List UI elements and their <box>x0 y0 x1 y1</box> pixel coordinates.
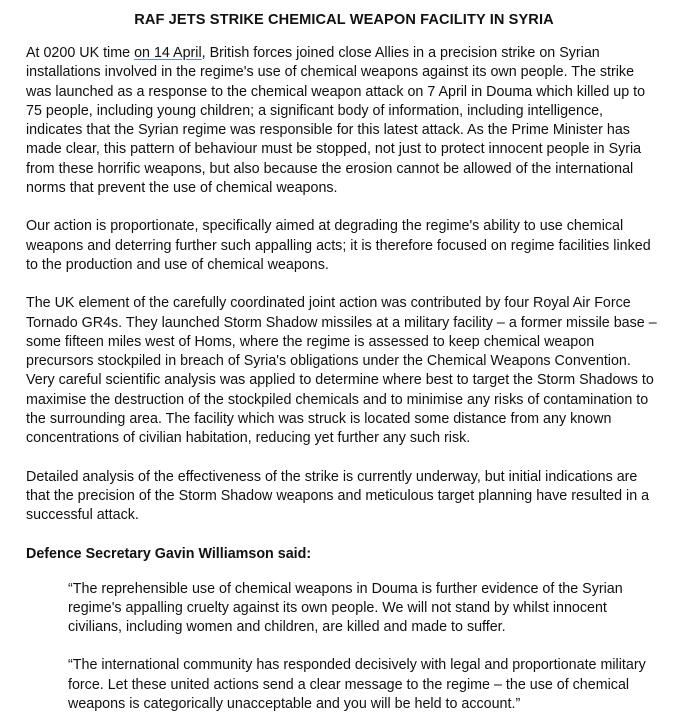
quote-international-community: “The international community has responded decisively with legal and proportionate military force. Let these united actions send a clear message to the regime – the use of chemical weapons is categorically unacceptable and you will be held to account.” <box>68 657 646 713</box>
paragraph-text: , British forces joined close Allies in a precision strike on Syrian installations involved in the regime's use of chemical weapons against its own people. The strike was launched as a response to the chemical weapon attack on 7 April in Douma which killed up to 75 people, including young children; a significant body of information, including intelligence, indicates that the Syrian regime was responsible for this latest attack. As the Prime Minister has made clear, this pattern of behaviour must be stopped, not just to protect innocent people in Syria from these horrific weapons, but also because the erosion cannot be allowed of the international norms that prevent the use of chemical weapons. <box>26 45 646 197</box>
speaker-heading: Defence Secretary Gavin Williamson said: <box>26 545 312 562</box>
quote-douma: “The reprehensible use of chemical weapons in Douma is further evidence of the Syrian regime's appalling cruelty against its own people. We will not stand by whilst innocent civilians, including women and children, are killed and made to suffer. <box>68 580 623 636</box>
document-title: RAF JETS STRIKE CHEMICAL WEAPON FACILITY IN SYRIA <box>134 12 554 28</box>
paragraph-proportionate-action: Our action is proportionate, specifically aimed at degrading the regime's ability to use chemical weapons and deterring further such appalling acts; it is therefore focused on regime facilities linked to the production and use of chemical weapons. <box>26 218 651 273</box>
paragraph-text: At 0200 UK time <box>26 45 135 61</box>
paragraph-uk-element: The UK element of the carefully coordinated joint action was contributed by four Royal Air Force Tornado GR4s. They launched Storm Shadow missiles at a military facility – a former missile base – some fifteen miles west of Homs, where the regime is assessed to keep chemical weapon precursors stockpiled in breach of Syria's obligations under the Chemical Weapons Convention. Very careful scientific analysis was applied to determine where best to target the Storm Shadows to maximise the destruction of the stockpiled chemicals and to minimise any risks of contamination to the surrounding area. The facility which was struck is located some distance from any known concentrations of civilian habitation, reducing yet further any such risk. <box>26 295 657 447</box>
paragraph-effectiveness: Detailed analysis of the effectiveness of the strike is currently underway, but initial indications are that the precision of the Storm Shadow weapons and meticulous target planning have resulted in a successful attack. <box>26 468 650 524</box>
paragraph-strike-overview <box>26 44 662 198</box>
date-link[interactable]: on 14 April <box>134 45 202 61</box>
